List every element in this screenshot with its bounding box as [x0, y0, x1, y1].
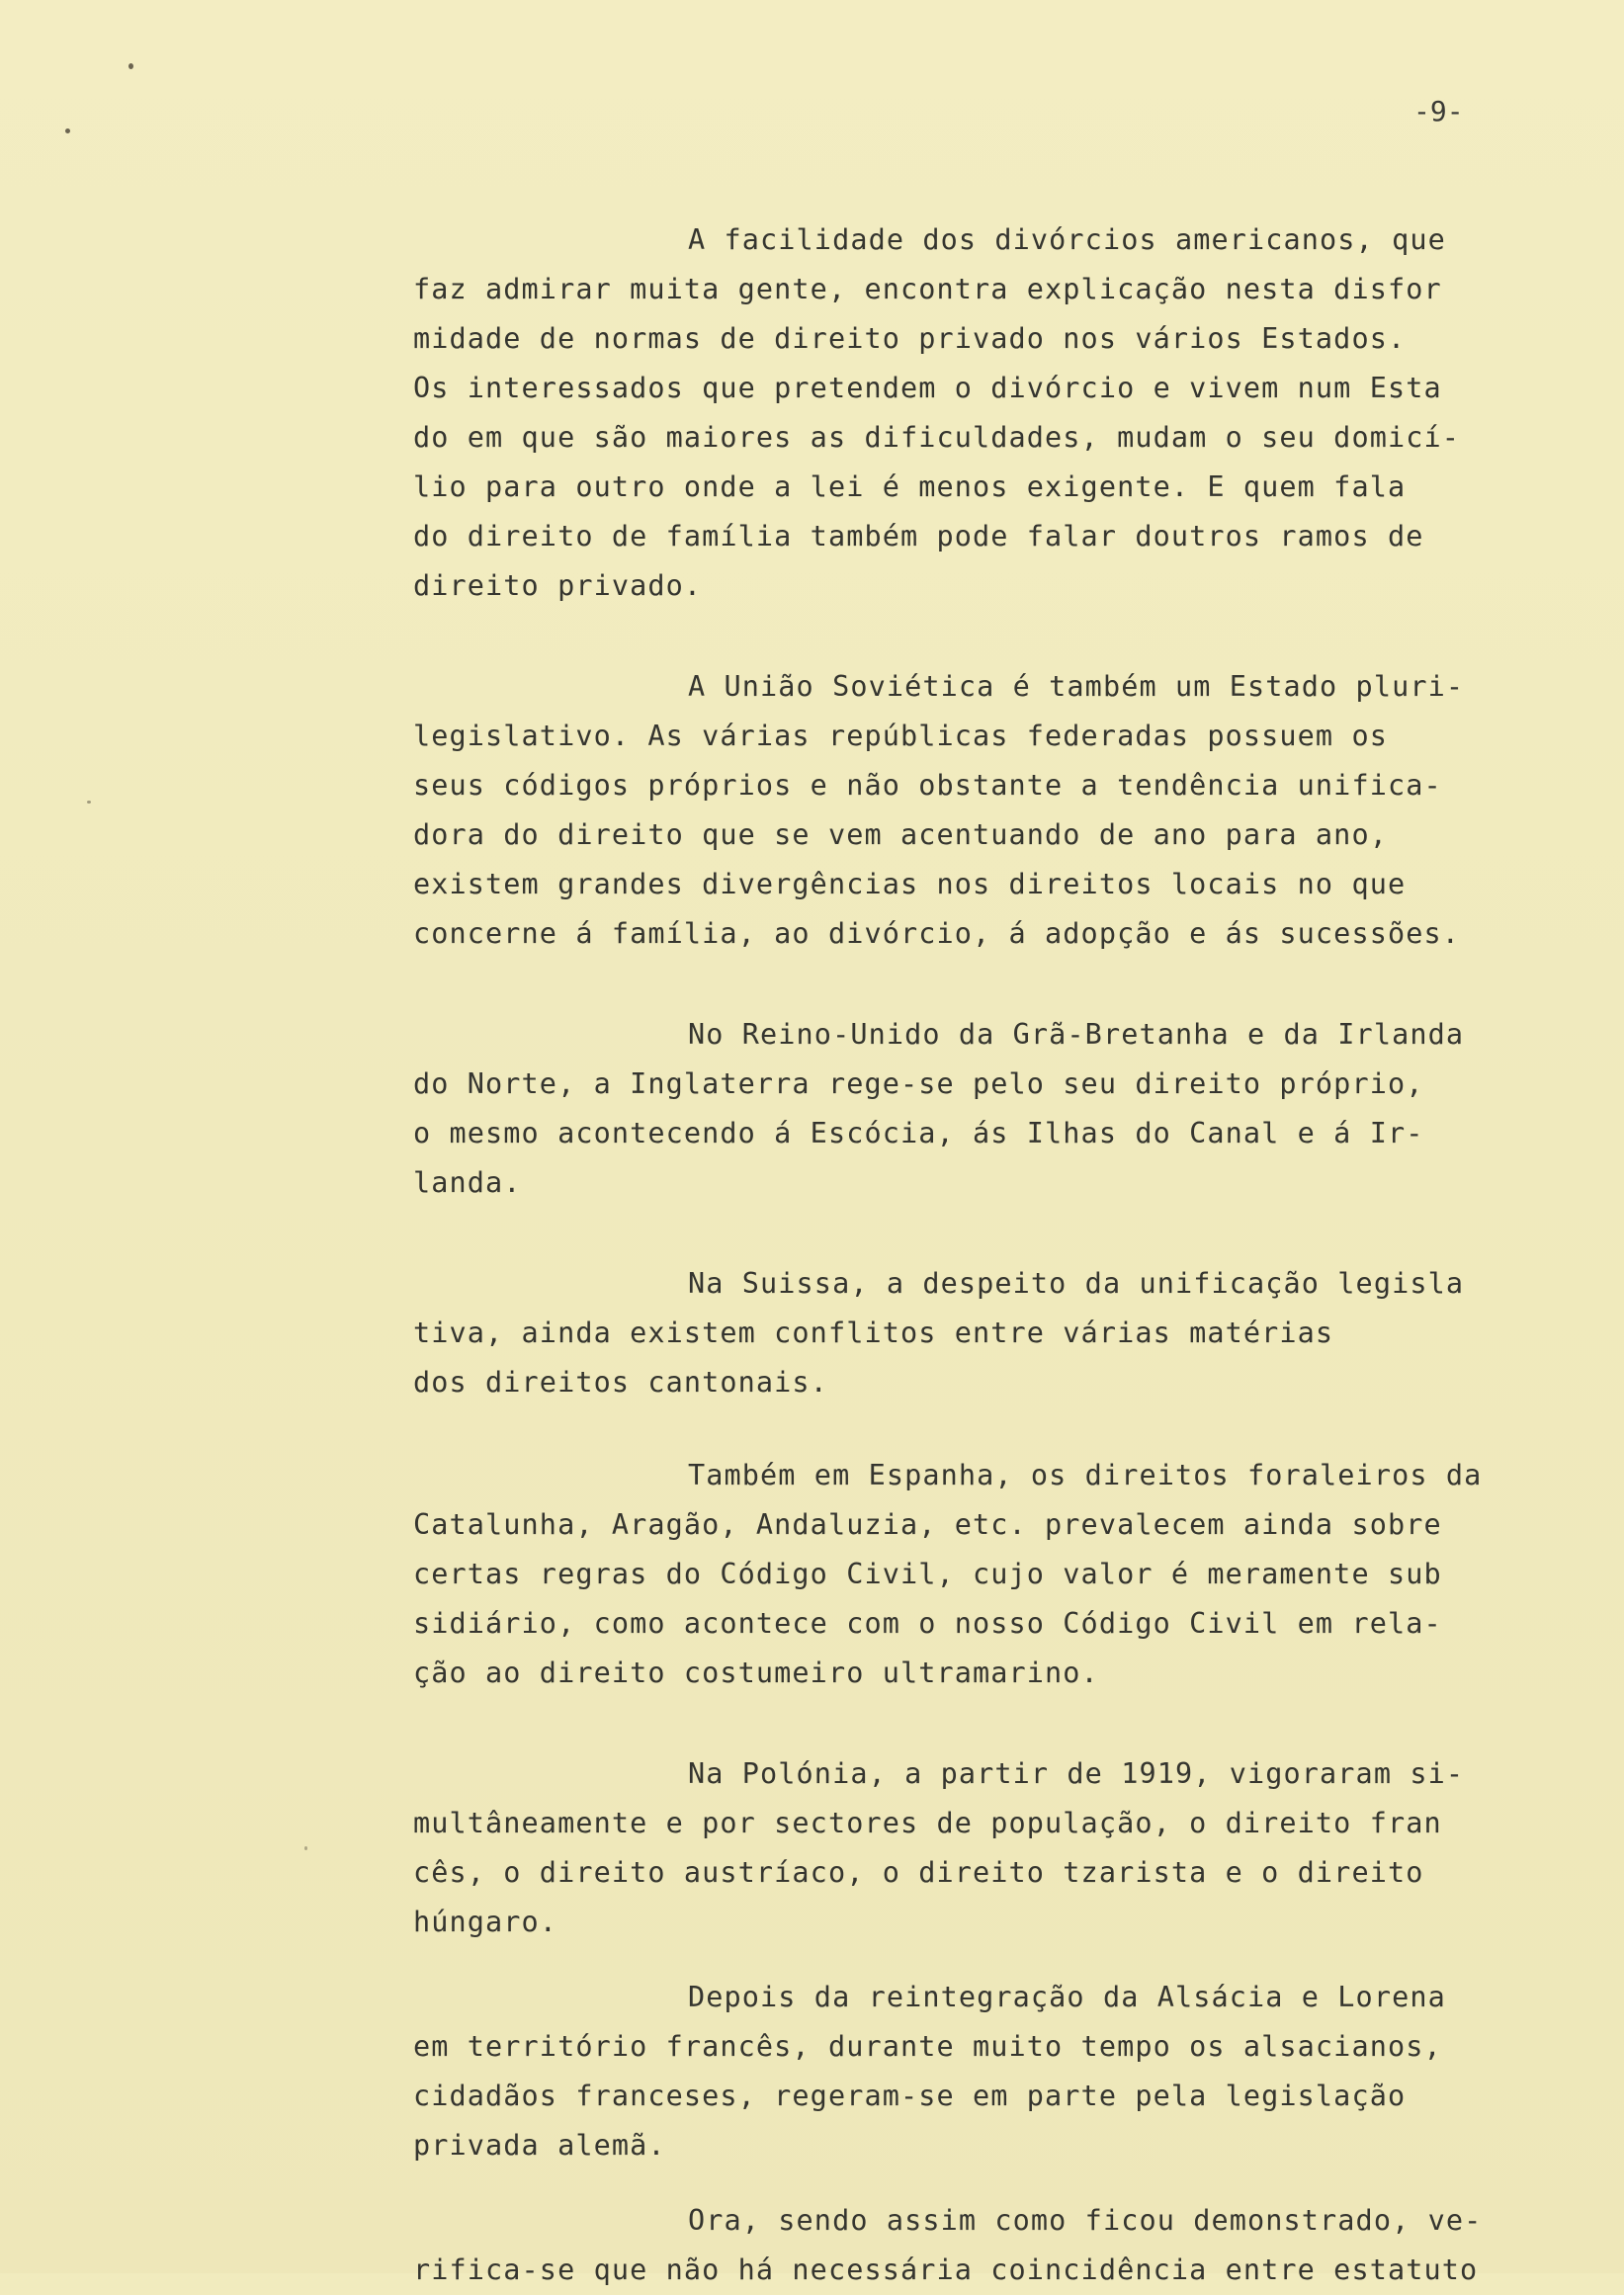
text-line: privada alemã.	[413, 2129, 666, 2162]
paragraph-uniao-sovietica	[413, 662, 1589, 959]
text-line: Ora, sendo assim como ficou demonstrado, ve-	[688, 2204, 1483, 2237]
text-line: existem grandes divergências nos direitos locais no que	[413, 868, 1407, 900]
text-line: do Norte, a Inglaterra rege-se pelo seu direito próprio,	[413, 1067, 1424, 1100]
paragraph-conclusao	[413, 2196, 1589, 2295]
paper-speck	[304, 1846, 307, 1850]
text-line: concerne á família, ao divórcio, á adopção e ás sucessões.	[413, 917, 1460, 950]
text-line: húngaro.	[413, 1906, 558, 1938]
text-line: o mesmo acontecendo á Escócia, ás Ilhas do Canal e á Ir-	[413, 1117, 1424, 1149]
text-line: tiva, ainda existem conflitos entre várias matérias	[413, 1317, 1334, 1349]
paragraph-suissa	[413, 1259, 1589, 1407]
text-line: lio para outro onde a lei é menos exigente. E quem fala	[413, 470, 1407, 503]
text-line: Depois da reintegração da Alsácia e Lorena	[688, 1981, 1446, 2013]
text-line: Na Polónia, a partir de 1919, vigoraram si-	[688, 1757, 1465, 1790]
text-line: Na Suissa, a despeito da unificação legisla	[688, 1267, 1465, 1300]
text-line: dora do direito que se vem acentuando de ano para ano,	[413, 818, 1388, 851]
text-line: multâneamente e por sectores de população, o direito fran	[413, 1807, 1442, 1839]
text-line: A facilidade dos divórcios americanos, que	[688, 223, 1446, 256]
text-line: sidiário, como acontece com o nosso Código Civil em rela-	[413, 1607, 1442, 1640]
text-line: A União Soviética é também um Estado pluri-	[688, 670, 1465, 703]
paper-speck	[128, 63, 133, 69]
paragraph-alsacia-lorena	[413, 1973, 1589, 2170]
paragraph-espanha	[413, 1451, 1589, 1698]
text-line: seus códigos próprios e não obstante a tendência unifica-	[413, 769, 1442, 802]
text-line: Os interessados que pretendem o divórcio e vivem num Esta	[413, 372, 1442, 404]
text-line: landa.	[413, 1166, 522, 1199]
text-line: rifica-se que não há necessária coincidência entre estatuto	[413, 2253, 1479, 2286]
text-line: em território francês, durante muito tempo os alsacianos,	[413, 2030, 1442, 2063]
text-line: Catalunha, Aragão, Andaluzia, etc. prevalecem ainda sobre	[413, 1508, 1442, 1541]
text-line: do direito de família também pode falar doutros ramos de	[413, 520, 1424, 552]
text-line: faz admirar muita gente, encontra explicação nesta disfor	[413, 273, 1442, 305]
text-line: ção ao direito costumeiro ultramarino.	[413, 1657, 1099, 1689]
text-line: No Reino-Unido da Grã-Bretanha e da Irlanda	[688, 1018, 1465, 1051]
paragraph-reino-unido	[413, 1010, 1589, 1208]
text-line: cês, o direito austríaco, o direito tzarista e o direito	[413, 1856, 1424, 1889]
text-line: legislativo. As várias repúblicas federadas possuem os	[413, 720, 1388, 752]
paragraph-divorcios-americanos	[413, 215, 1589, 611]
page-number: -9-	[1413, 95, 1464, 128]
text-line: dos direitos cantonais.	[413, 1366, 828, 1399]
paragraph-polonia	[413, 1749, 1589, 1947]
text-line: Também em Espanha, os direitos foraleiros da	[688, 1459, 1483, 1491]
text-line: midade de normas de direito privado nos vários Estados.	[413, 322, 1407, 355]
paper-speck	[65, 128, 70, 133]
paper-speck	[87, 801, 91, 804]
text-line: certas regras do Código Civil, cujo valor é meramente sub	[413, 1558, 1442, 1590]
text-line: direito privado.	[413, 569, 703, 602]
body-text	[413, 215, 1589, 2295]
text-line: do em que são maiores as dificuldades, mudam o seu domicí-	[413, 421, 1460, 454]
text-line: cidadãos franceses, regeram-se em parte pela legislação	[413, 2080, 1407, 2112]
